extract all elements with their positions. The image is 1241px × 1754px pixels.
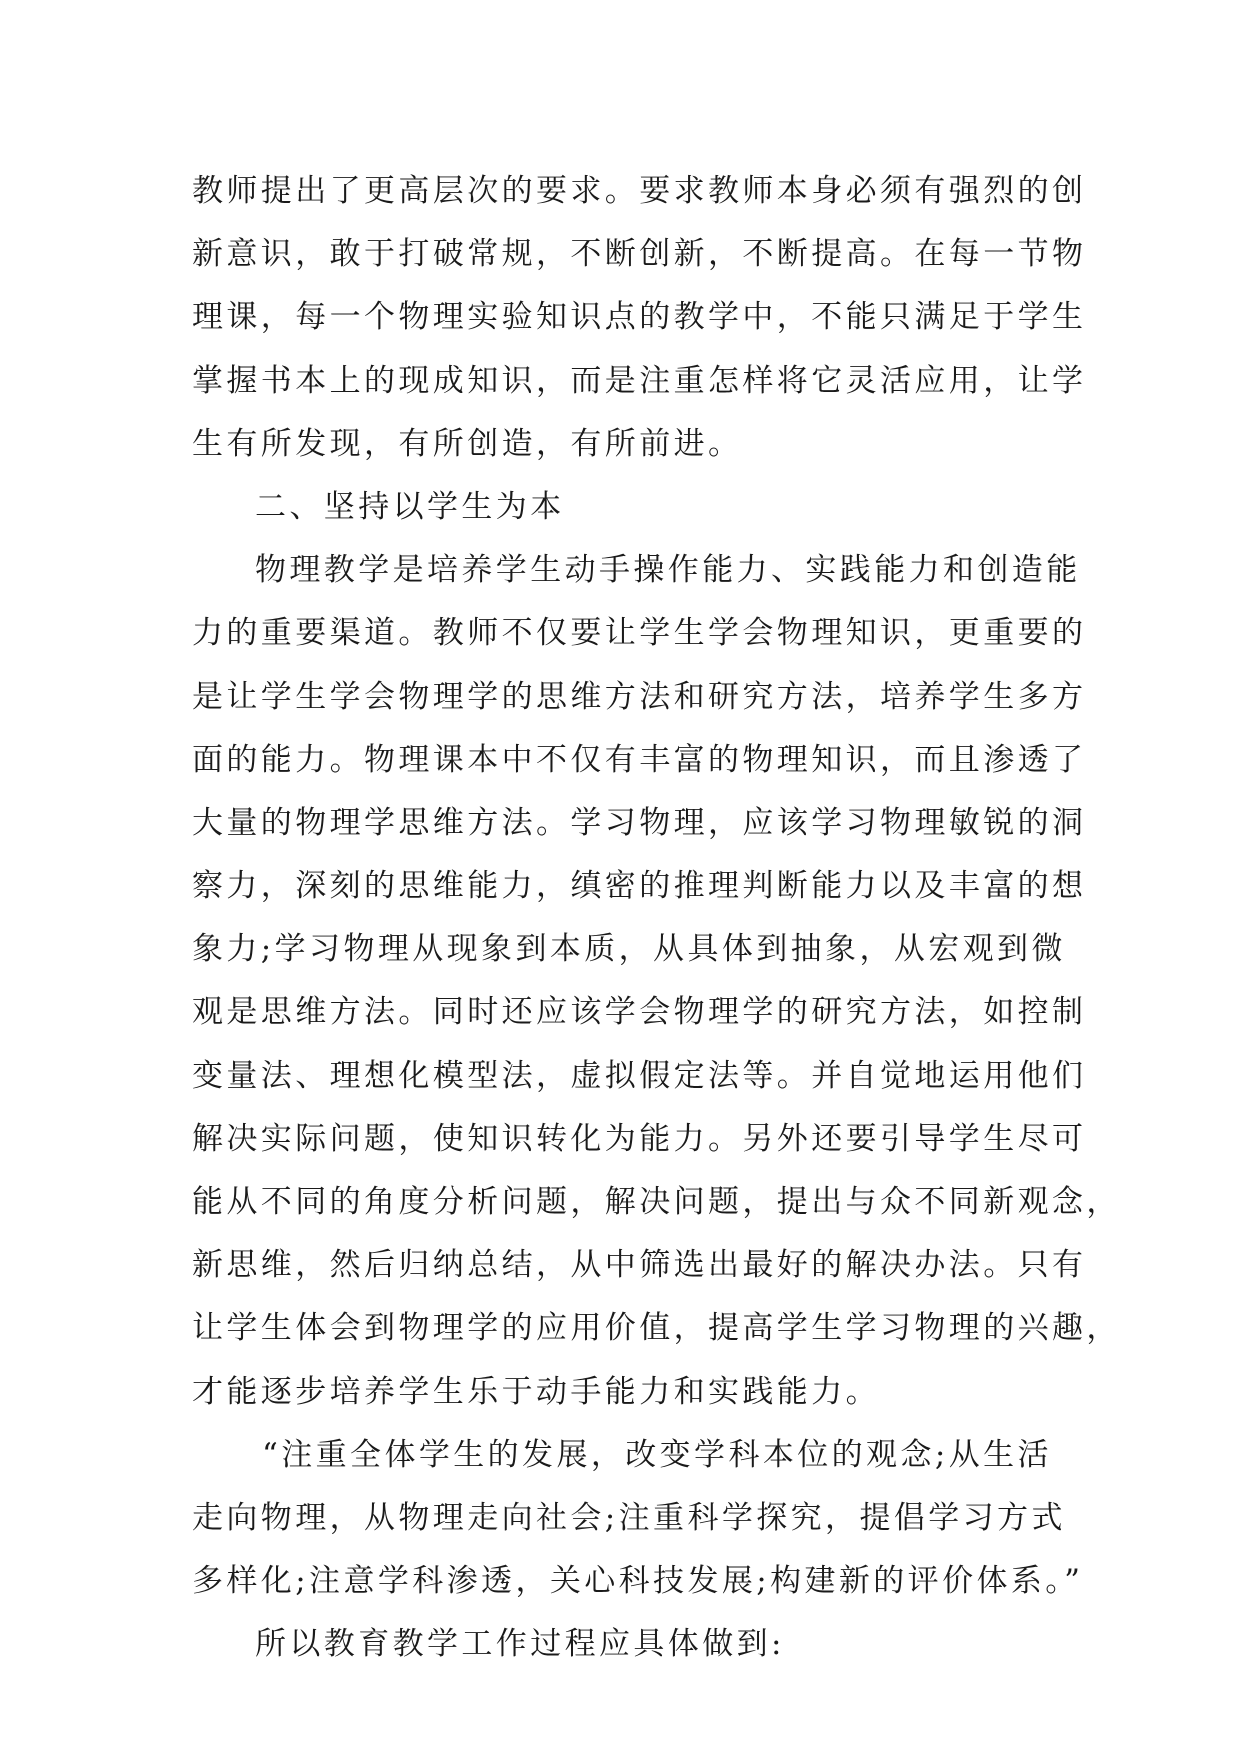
paragraph-first-line: 所以教育教学工作过程应具体做到: [255, 1626, 785, 1663]
body-line: 观是思维方法。同时还应该学会物理学的研究方法，如控制 [192, 994, 1087, 1031]
body-line: 变量法、理想化模型法，虚拟假定法等。并自觉地运用他们 [192, 1057, 1087, 1094]
body-line: 掌握书本上的现成知识，而是注重怎样将它灵活应用，让学 [192, 362, 1087, 399]
body-line: 大量的物理学思维方法。学习物理，应该学习物理敏锐的洞 [192, 804, 1087, 841]
body-line: 是让学生学会物理学的思维方法和研究方法，培养学生多方 [192, 678, 1087, 715]
body-line: 多样化;注意学科渗透，关心科技发展;构建新的评价体系。” [192, 1563, 1084, 1600]
paragraph-first-line: 物理教学是培养学生动手操作能力、实践能力和创造能 [255, 552, 1081, 589]
section-heading: 二、坚持以学生为本 [255, 488, 565, 525]
body-line: 走向物理，从物理走向社会;注重科学探究，提倡学习方式 [192, 1499, 1066, 1536]
body-line: 教师提出了更高层次的要求。要求教师本身必须有强烈的创 [192, 173, 1087, 209]
body-line: 生有所发现，有所创造，有所前进。 [192, 425, 743, 462]
quote-first-line: “注重全体学生的发展，改变学科本位的观念;从生活 [262, 1436, 1052, 1473]
document-body [192, 160, 1121, 1677]
body-line: 面的能力。物理课本中不仅有丰富的物理知识，而且渗透了 [192, 741, 1087, 778]
body-line: 力的重要渠道。教师不仅要让学生学会物理知识，更重要的 [192, 615, 1087, 652]
body-line: 让学生体会到物理学的应用价值，提高学生学习物理的兴趣， [192, 1310, 1121, 1347]
body-line: 象力;学习物理从现象到本质，从具体到抽象，从宏观到微 [192, 931, 1066, 968]
body-line: 新意识，敢于打破常规，不断创新，不断提高。在每一节物 [192, 236, 1087, 273]
body-line: 理课，每一个物理实验知识点的教学中，不能只满足于学生 [192, 299, 1087, 336]
body-line: 新思维，然后归纳总结，从中筛选出最好的解决办法。只有 [192, 1247, 1087, 1284]
body-line: 察力，深刻的思维能力，缜密的推理判断能力以及丰富的想 [192, 868, 1087, 905]
body-line: 能从不同的角度分析问题，解决问题，提出与众不同新观念， [192, 1184, 1121, 1220]
body-line: 解决实际问题，使知识转化为能力。另外还要引导学生尽可 [192, 1120, 1087, 1157]
body-line: 才能逐步培养学生乐于动手能力和实践能力。 [192, 1373, 880, 1410]
